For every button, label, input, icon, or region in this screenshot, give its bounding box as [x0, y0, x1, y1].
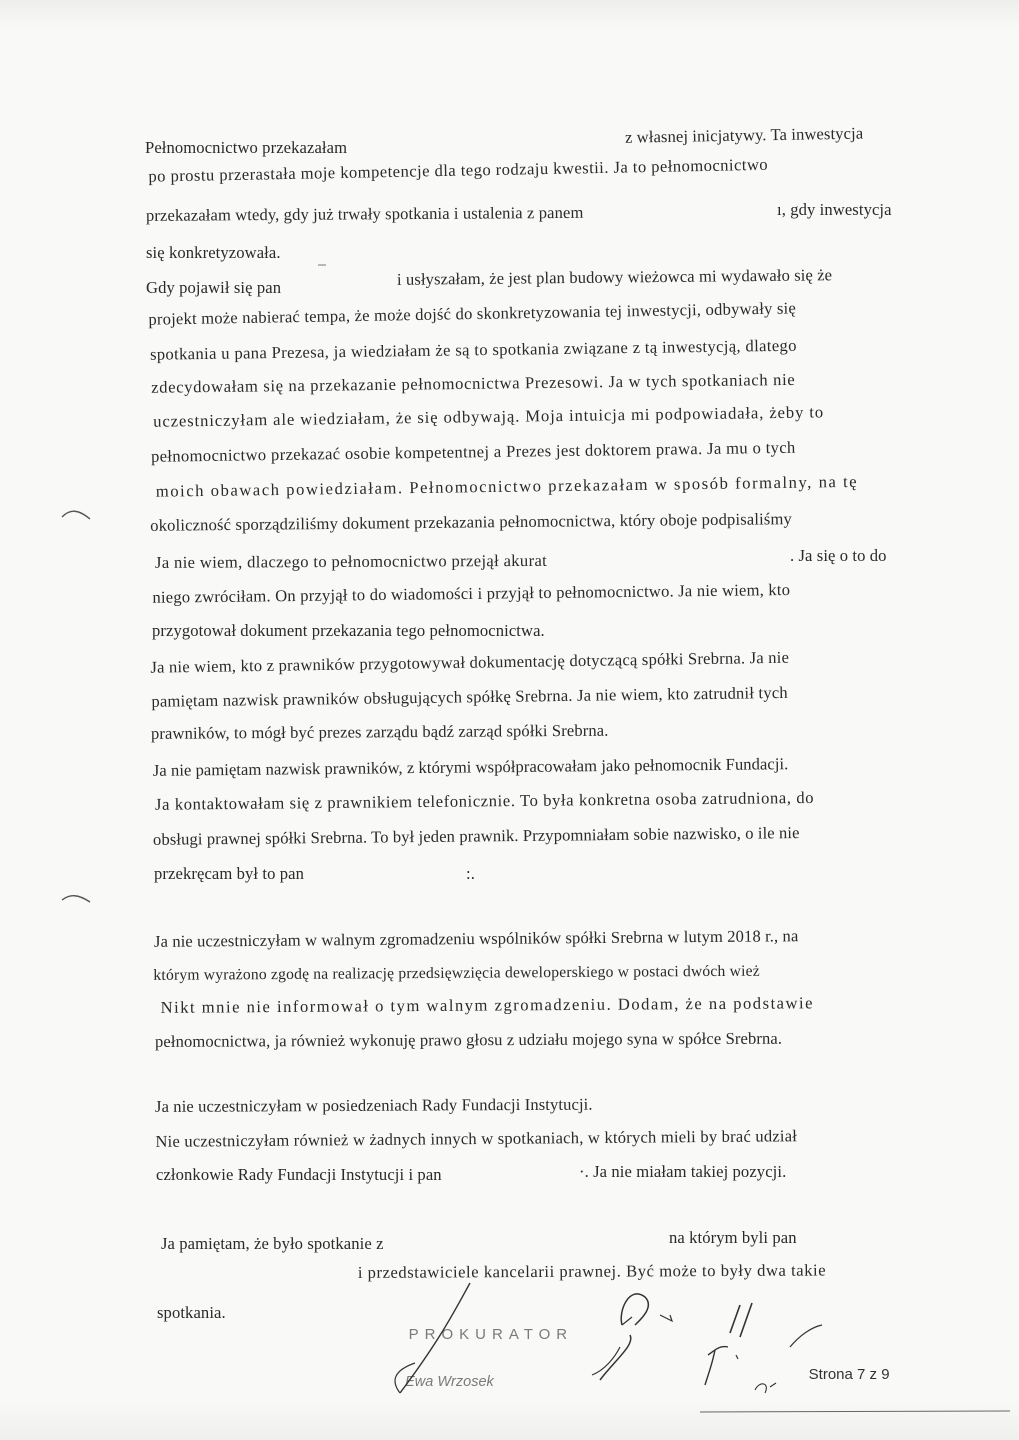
text-line: :.	[466, 864, 475, 883]
text-line: Ja nie wiem, kto z prawników przygotowywał dokumentację dotyczącą spółki Srebrna. Ja nie	[150, 647, 790, 677]
text-line: Ja nie uczestniczyłam w walnym zgromadzeniu wspólników spółki Srebrna w lutym 2018 r., na	[153, 926, 799, 951]
text-line: uczestniczyłam ale wiedziałam, że się odbywają. Moja intuicja mi podpowiadała, żeby to	[153, 402, 825, 431]
text-line: Ja kontaktowałam się z prawnikiem telefonicznie. To była konkretna osoba zatrudniona, do	[154, 787, 815, 814]
text-line: pamiętam nazwisk prawników obsługujących spółkę Srebrna. Ja nie wiem, kto zatrudnił tych	[151, 682, 788, 711]
text-line: na którym byli pan	[669, 1228, 797, 1247]
text-line: przekazałam wtedy, gdy już trwały spotkania i ustalenia z panem	[145, 202, 584, 225]
text-line: moich obawach powiedziałam. Pełnomocnictwo przekazałam w sposób formalny, na tę	[155, 471, 859, 501]
text-line: Pełnomocnictwo przekazałam	[145, 138, 348, 157]
text-line: pełnomocnictwo przekazać osobie kompetentnej a Prezes jest doktorem prawa. Ja mu o tych	[150, 437, 796, 466]
page-number: Strona 7 z 9	[808, 1366, 890, 1383]
text-line: Ja nie wiem, dlaczego to pełnomocnictwo przejął akurat	[154, 550, 548, 572]
prosecutor-stamp-title: PROKURATOR	[408, 1326, 574, 1343]
text-line: Gdy pojawił się pan	[146, 278, 282, 297]
text-line: spotkania u pana Prezesa, ja wiedziałam że są to spotkania związane z tą inwestycją, dlatego	[149, 335, 797, 364]
text-line: przygotował dokument przekazania tego pełnomocnictwa.	[152, 621, 545, 640]
text-line: przekręcam był to pan	[154, 864, 304, 883]
text-line: ı, gdy inwestycja	[777, 200, 892, 219]
text-line: spotkania.	[157, 1303, 226, 1322]
text-line: członkowie Rady Fundacji Instytucji i pan	[156, 1165, 442, 1184]
text-line: projekt może nabierać tempa, że może dojść do skonkretyzowania tej inwestycji, odbywały się	[148, 298, 797, 329]
text-line: . Ja się o to do	[790, 546, 887, 565]
text-line: z własnej inicjatywy. Ta inwestycja	[624, 123, 864, 147]
text-line: prawników, to mógł być prezes zarządu bądź zarząd spółki Srebrna.	[150, 720, 609, 743]
text-line: po prostu przerastała moje kompetencje dla tego rodzaju kwestii. Ja to pełnomocnictwo	[148, 154, 769, 186]
text-line: niego zwróciłam. On przyjął to do wiadomości i przyjął to pełnomocnictwo. Ja nie wiem, kto	[152, 579, 791, 607]
text-line: okoliczność sporządziliśmy dokument przekazania pełnomocnictwa, który oboje podpisaliśmy	[150, 509, 793, 535]
text-line: którym wyrażono zgodę na realizację przedsięwzięcia deweloperskiego w postaci dwóch wież	[153, 962, 760, 984]
text-line: Nie uczestniczyłam również w żadnych innych w spotkaniach, w których mieli by brać udział	[155, 1126, 798, 1151]
margin-mark	[58, 890, 98, 910]
text-line: Ja nie uczestniczyłam w posiedzeniach Rady Fundacji Instytucji.	[154, 1094, 593, 1116]
bottom-rule	[700, 1410, 1010, 1414]
text-line: zdecydowałam się na przekazanie pełnomocnictwa Prezesowi. Ja w tych spotkaniach nie	[151, 369, 796, 397]
scan-tick	[316, 262, 328, 268]
text-line: i usłyszałam, że jest plan budowy wieżowca mi wydawało się że	[396, 265, 833, 289]
margin-mark	[58, 505, 98, 525]
text-line: pełnomocnictwa, ja również wykonuję prawo głosu z udziału mojego syna w spółce Srebrna.	[154, 1028, 783, 1051]
text-line: Ja nie pamiętam nazwisk prawników, z którymi współpracowałam jako pełnomocnik Fundacji.	[152, 754, 789, 780]
text-line: Ja pamiętam, że było spotkanie z	[161, 1234, 384, 1253]
prosecutor-stamp-name: Ewa Wrzosek	[405, 1374, 494, 1390]
text-line: i przedstawiciele kancelarii prawnej. Być może to były dwa takie	[357, 1260, 827, 1282]
text-line: Nikt mnie nie informował o tym walnym zgromadzeniu. Dodam, że na podstawie	[160, 993, 815, 1017]
text-line: obsługi prawnej spółki Srebrna. To był jeden prawnik. Przypomniałam sobie nazwisko, o ile nie	[152, 823, 800, 849]
text-line: ·. Ja nie miałam takiej pozycji.	[579, 1162, 787, 1181]
text-line: się konkretyzowała.	[146, 243, 281, 262]
